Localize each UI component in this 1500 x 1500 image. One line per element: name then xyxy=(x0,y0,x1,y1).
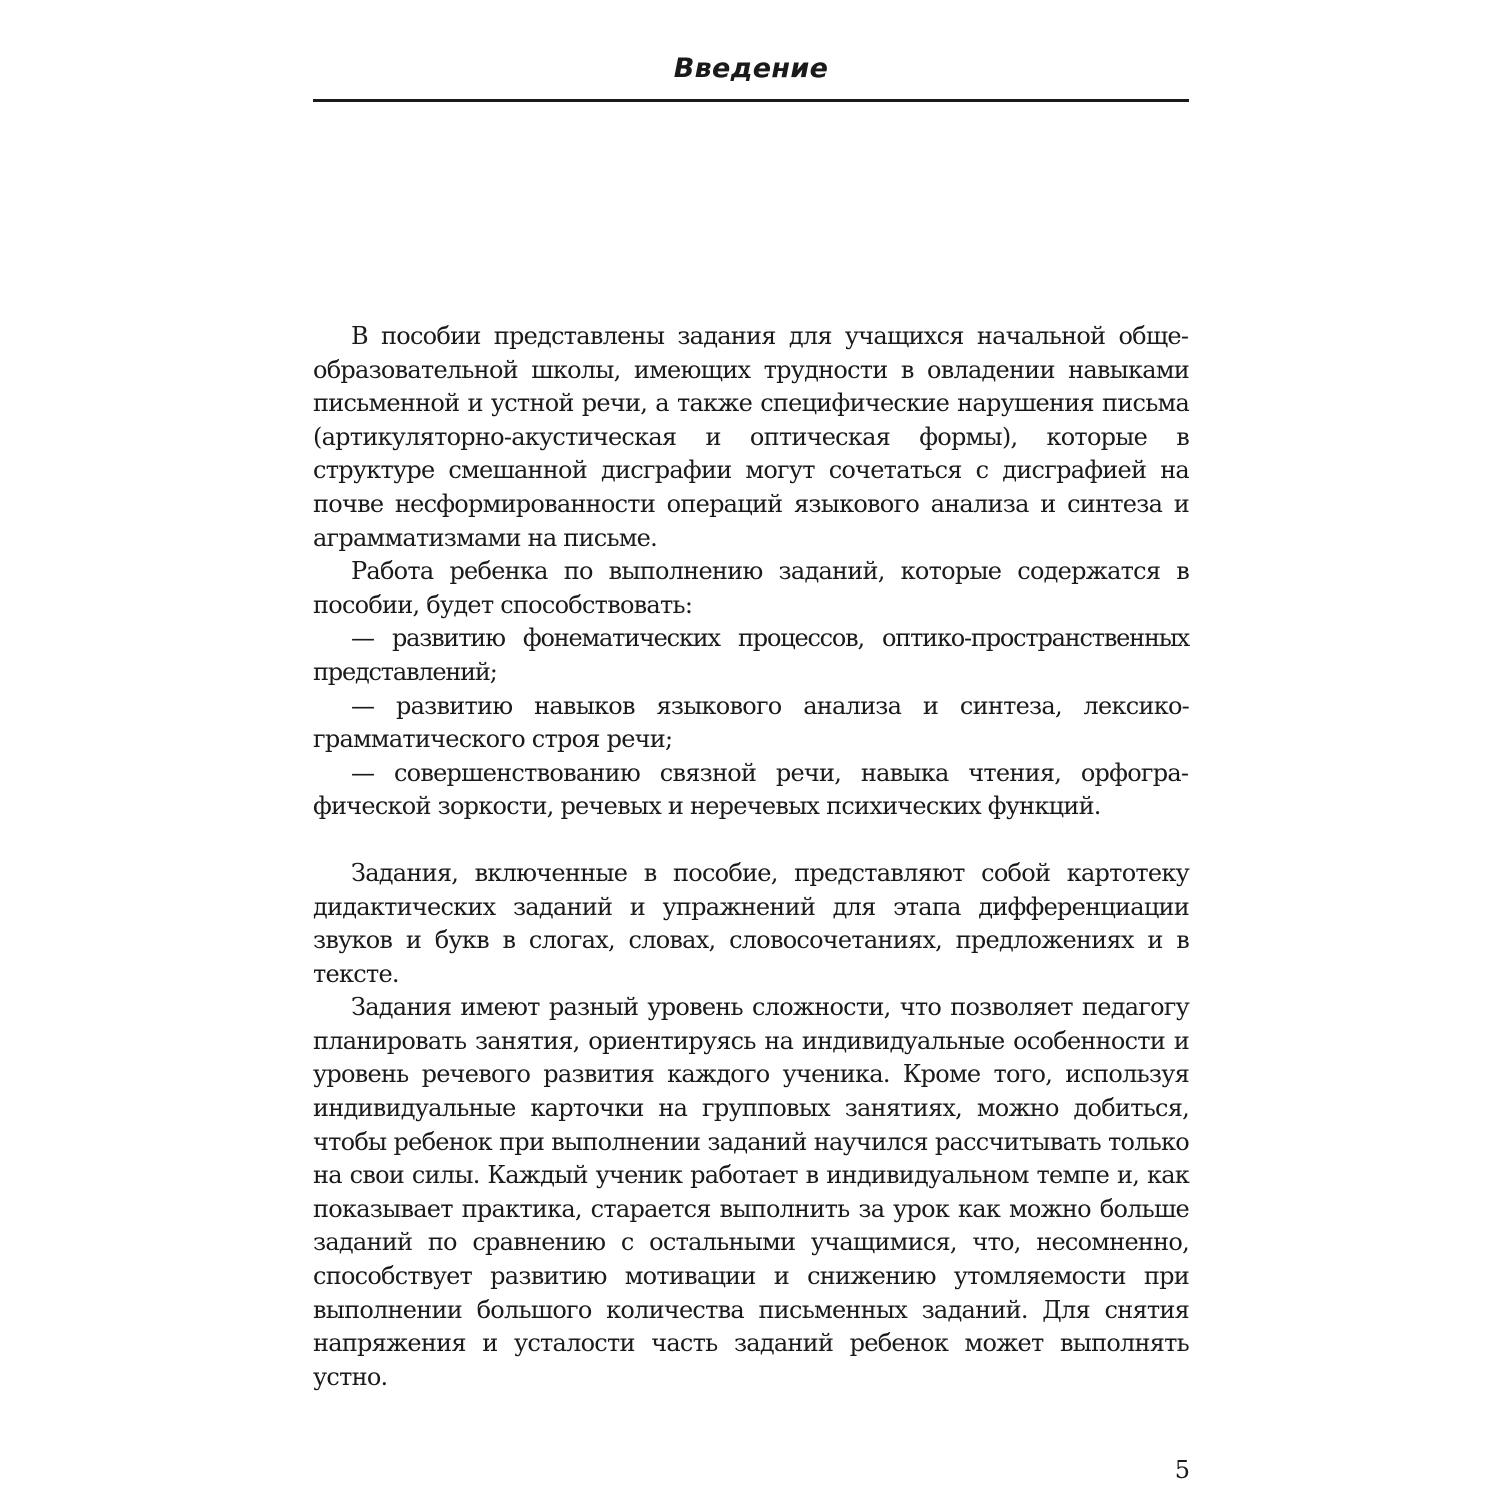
body-text xyxy=(313,320,1189,1394)
list-item-analysis: — развитию навыков языкового анализа и синтеза, лексико-грамматического строя речи; xyxy=(313,691,1189,754)
page-number: 5 xyxy=(1174,1456,1190,1484)
list-item-phonematic: — развитию фонематических процессов, оптико-пространственных представлений; xyxy=(313,624,1189,686)
paragraph-tasks: Задания, включенные в пособие, представляют собой картотеку дидактических заданий и упражнений для этапа дифференциации звуков и букв в слогах, словах, словосочетаниях, предложениях и в тексте. xyxy=(313,858,1189,988)
running-title: Введение xyxy=(673,53,829,84)
paragraph-work: Работа ребенка по выполнению заданий, которые содержатся в пособии, будет способствовать: xyxy=(313,557,1189,619)
header-rule xyxy=(313,99,1189,102)
list-item-speech: — совершенствованию связной речи, навыка чтения, орфографической зоркости, речевых и неречевых психических функций. xyxy=(313,758,1189,821)
paragraph-intro: В пособии представлены задания для учащихся начальной общеобразовательной школы, имеющих трудности в овладении навыками письменной и устной речи, а также специфические нарушения письма (артикуляторно-акустическая и оптическая формы), которые в структуре смешанной дисграфии могут сочетаться с дисграфией на почве несформированности операций языкового анализа и синтеза и аграмматизмами на письме. xyxy=(313,322,1189,552)
paragraph-gap xyxy=(313,824,1189,857)
paragraph-complexity: Задания имеют разный уровень сложности, что позволяет педагогу планировать занятия, ориентируясь на индивидуальные особенности и уровень речевого развития каждого ученика. Кроме того, используя индивидуальные карточки на групповых занятиях, можно добиться, чтобы ребенок при выполнении заданий научился рассчитывать только на свои силы. Каждый ученик работает в индивидуальном темпе и, как показывает практика, старается выполнить за урок как можно больше заданий по сравнению с остальными учащимися, что, несомненно, способствует развитию мотивации и снижению утомляемости при выполнении большого количества письменных заданий. Для снятия напряжения и усталости часть заданий ребенок может выполнять устно. xyxy=(313,993,1189,1391)
